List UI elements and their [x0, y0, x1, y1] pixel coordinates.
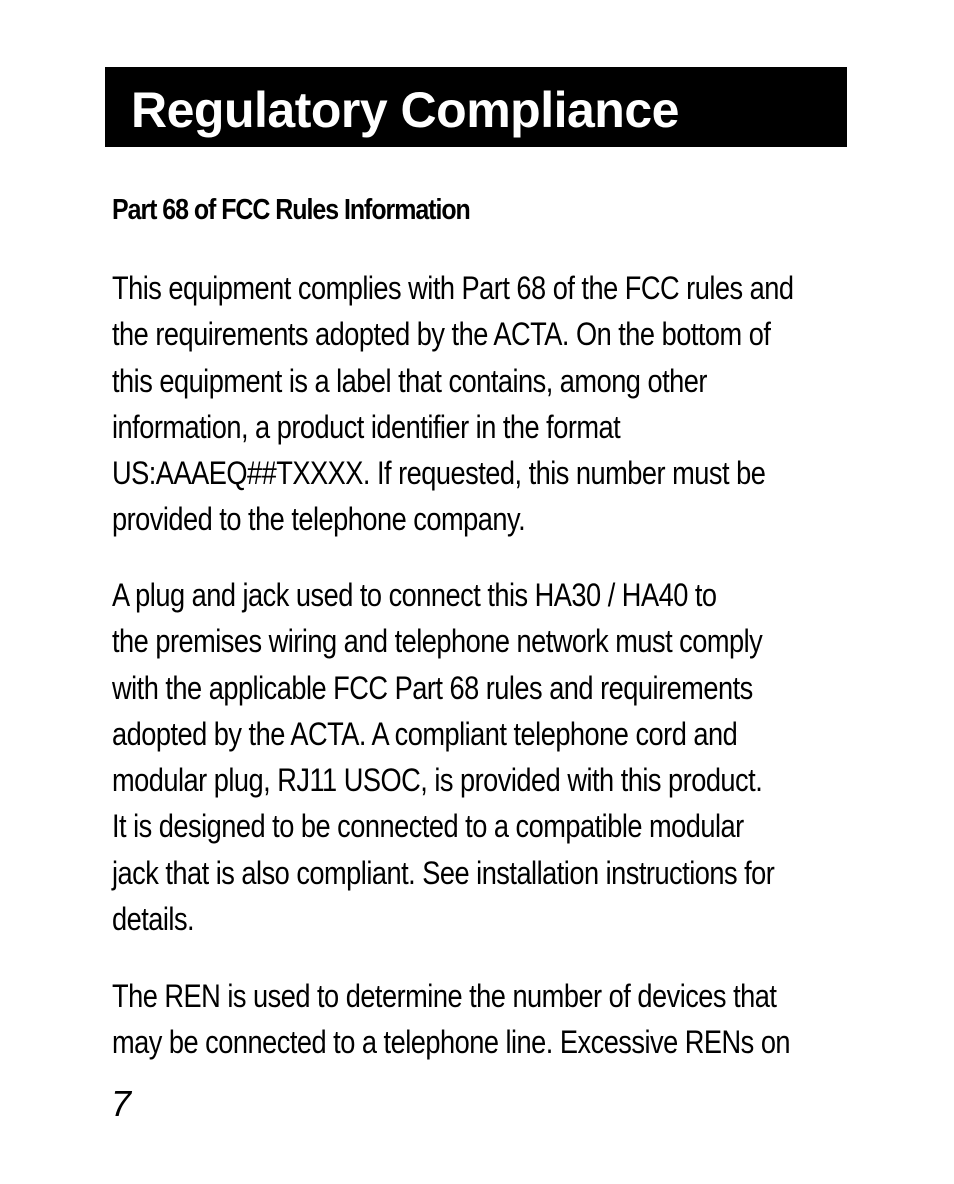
- page-title: Regulatory Compliance: [131, 82, 679, 138]
- page-number: 7: [111, 1083, 132, 1124]
- text-line: adopted by the ACTA. A compliant telephone cord and: [112, 715, 738, 752]
- text-line: A plug and jack used to connect this HA30 / HA40 to: [112, 577, 717, 613]
- text-line: the premises wiring and telephone network must comply: [112, 623, 763, 660]
- title-bar: [105, 67, 847, 147]
- text-line: details.: [112, 901, 195, 938]
- text-line: It is designed to be connected to a compatible modular: [112, 808, 744, 845]
- section-heading: Part 68 of FCC Rules Information: [112, 194, 470, 226]
- paragraph-plug-and-jack: [112, 572, 835, 942]
- text-line: may be connected to a telephone line. Excessive RENs on: [112, 1024, 791, 1061]
- text-line: provided to the telephone company.: [112, 501, 526, 538]
- text-line: jack that is also compliant. See installation instructions for: [112, 854, 775, 891]
- text-line: The REN is used to determine the number of devices that: [112, 978, 777, 1014]
- text-line: modular plug, RJ11 USOC, is provided with this product.: [112, 762, 763, 799]
- text-line: information, a product identifier in the format: [112, 408, 621, 445]
- text-line: US:AAAEQ##TXXXX. If requested, this number must be: [112, 455, 766, 492]
- text-line: this equipment is a label that contains, among other: [112, 362, 707, 399]
- text-line: the requirements adopted by the ACTA. On the bottom of: [112, 316, 771, 353]
- paragraph-fcc-compliance: [112, 265, 835, 543]
- text-line: with the applicable FCC Part 68 rules and requirements: [112, 669, 753, 706]
- text-line: This equipment complies with Part 68 of the FCC rules and: [112, 270, 794, 306]
- paragraph-ren: [112, 973, 835, 1066]
